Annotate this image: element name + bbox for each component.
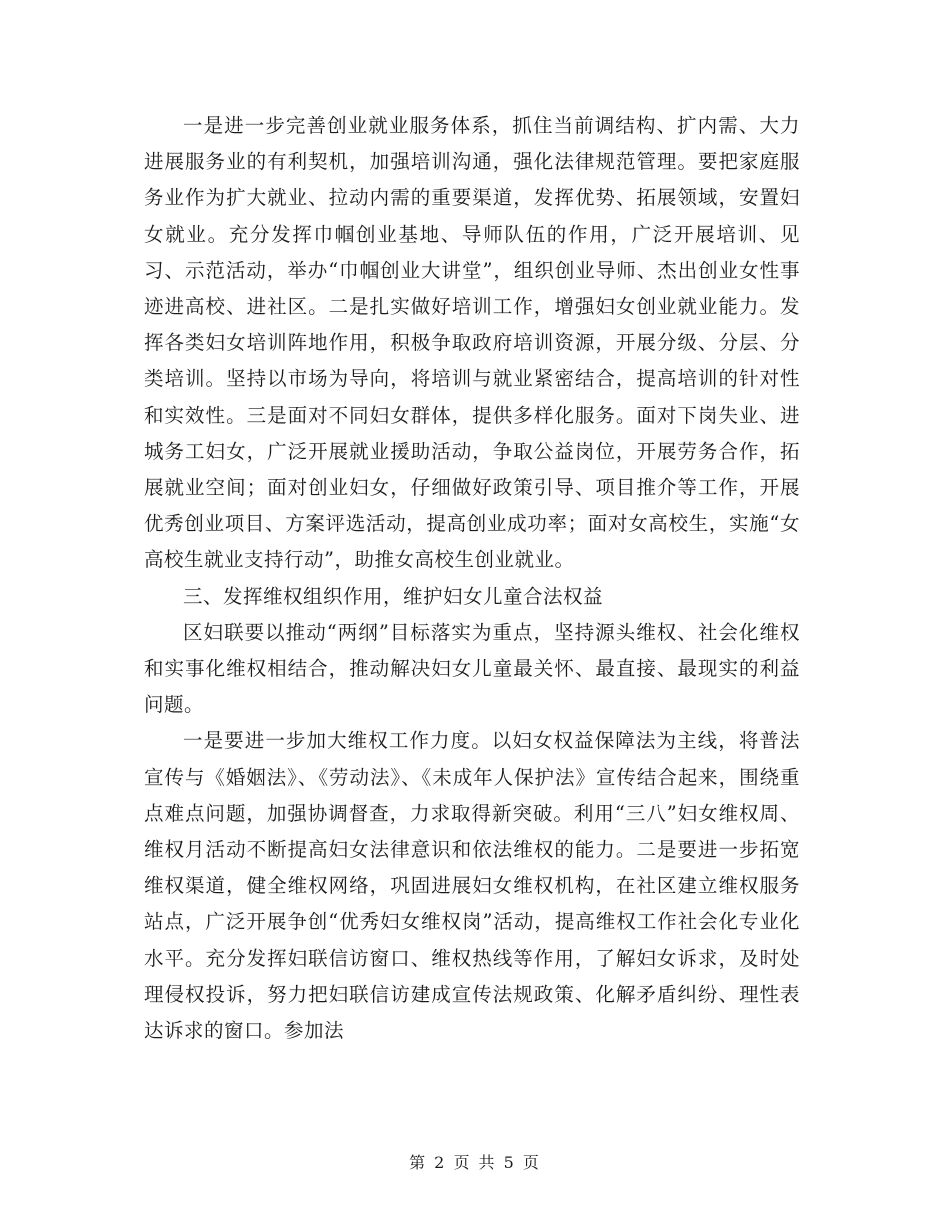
- paragraph-employment-services: 一是进一步完善创业就业服务体系，抓住当前调结构、扩内需、大力进展服务业的有利契机，加强培训沟通，强化法律规范管理。要把家庭服务业作为扩大就业、拉动内需的重要渠道，发挥优势、拓展领域，安置妇女就业。充分发挥巾帼创业基地、导师队伍的作用，广泛开展培训、见习、示范活动，举办“巾帼创业大讲堂”，组织创业导师、杰出创业女性事迹进高校、进社区。二是扎实做好培训工作，增强妇女创业就业能力。发挥各类妇女培训阵地作用，积极争取政府培训资源，开展分级、分层、分类培训。坚持以市场为导向，将培训与就业紧密结合，提高培训的针对性和实效性。三是面对不同妇女群体，提供多样化服务。面对下岗失业、进城务工妇女，广泛开展就业援助活动，争取公益岗位，开展劳务合作，拓展就业空间；面对创业妇女，仔细做好政策引导、项目推介等工作，开展优秀创业项目、方案评选活动，提高创业成功率；面对女高校生，实施“女高校生就业支持行动”，助推女高校生创业就业。: [144, 114, 800, 572]
- section-heading-rights-protection: 三、发挥维权组织作用，维护妇女儿童合法权益: [183, 584, 604, 608]
- paragraph-rights-work: 一是要进一步加大维权工作力度。以妇女权益保障法为主线，将普法宣传与《婚姻法》、《劳动法》、《未成年人保护法》宣传结合起来，围绕重点难点问题，加强协调督查，力求取得新突破。利用“三八”妇女维权周、维权月活动不断提高妇女法律意识和依法维权的能力。二是要进一步拓宽维权渠道，健全维权网络，巩固进展妇女维权机构，在社区建立维权服务站点，广泛开展争创“优秀妇女维权岗”活动，提高维权工作社会化专业化水平。充分发挥妇联信访窗口、维权热线等作用，了解妇女诉求，及时处理侵权投诉，努力把妇联信访建成宣传法规政策、化解矛盾纠纷、理性表达诉求的窗口。参加法: [144, 729, 800, 1043]
- page-number-footer: 第 2 页 共 5 页: [409, 1153, 541, 1172]
- document-body: [144, 108, 800, 1049]
- paragraph-two-outlines: 区妇联要以推动“两纲”目标落实为重点，坚持源头维权、社会化维权和实事化维权相结合，推动解决妇女儿童最关怀、最直接、最现实的利益问题。: [144, 620, 800, 717]
